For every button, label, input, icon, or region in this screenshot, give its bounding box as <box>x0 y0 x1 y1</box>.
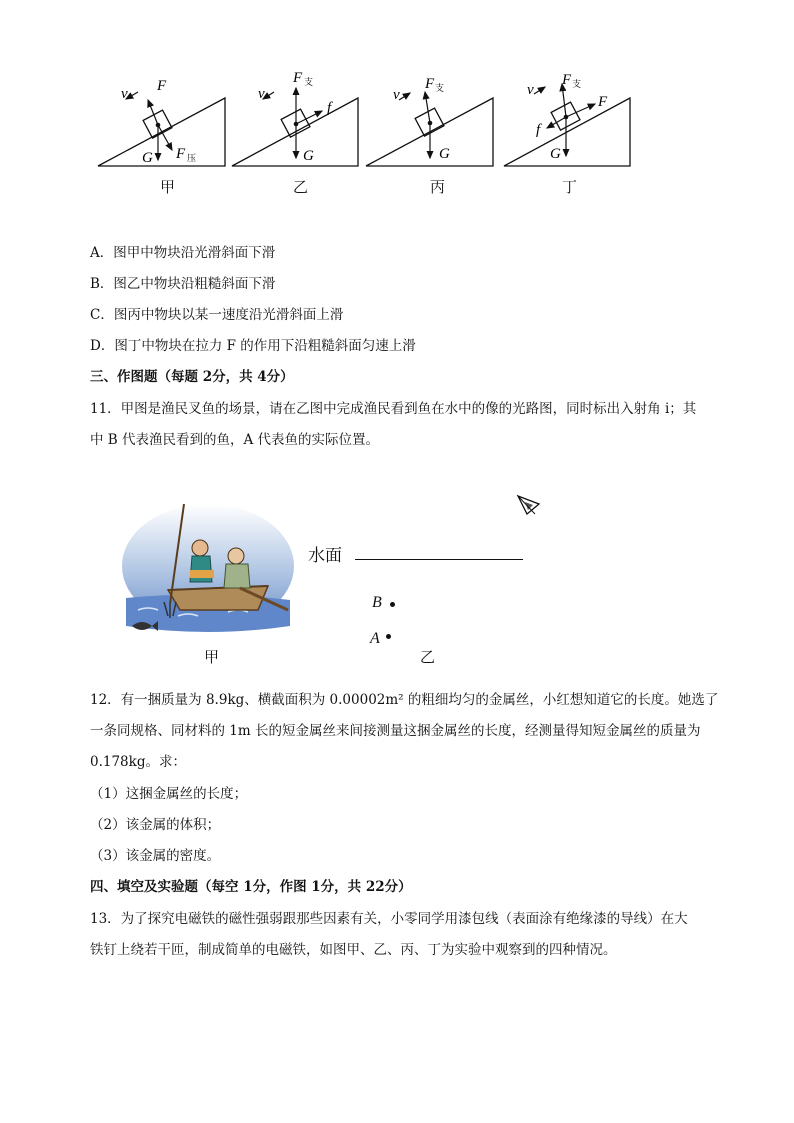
q11-line1: 11．甲图是渔民叉鱼的场景，请在乙图中完成渔民看到鱼在水中的像的光路图，同时标出入射角 i；其 <box>90 401 697 417</box>
point-a-dot <box>386 634 391 639</box>
svg-text:G: G <box>550 146 561 162</box>
caption-yi: 乙 <box>293 178 309 196</box>
svg-text:f: f <box>327 100 332 116</box>
svg-text:压: 压 <box>187 153 197 163</box>
q12-sub1: （1）这捆金属丝的长度； <box>90 786 248 802</box>
q12-line2: 一条同规格、同材料的 1m 长的短金属丝来间接测量这捆金属丝的长度，经测量得知短金属丝的质量为 <box>90 723 701 739</box>
eye-icon <box>515 492 545 520</box>
q13-line2: 铁钉上绕若干匝，制成简单的电磁铁，如图甲、乙、丙、丁为实验中观察到的四种情况。 <box>90 942 617 958</box>
caption-ding: 丁 <box>562 178 578 196</box>
section-4-heading: 四、填空及实验题（每空 1分，作图 1分，共 22分） <box>90 879 412 895</box>
svg-text:v: v <box>527 82 534 98</box>
svg-text:F: F <box>425 76 435 92</box>
fishing-caption-jia: 甲 <box>204 648 220 666</box>
panel-yi <box>232 70 358 166</box>
q13-line1: 13．为了探究电磁铁的磁性强弱跟那些因素有关，小零同学用漆包线（表面涂有绝缘漆的导线）在大 <box>90 911 688 927</box>
panel-bing <box>366 76 493 166</box>
fishing-scene-illustration <box>118 498 298 648</box>
svg-text:f: f <box>536 122 541 138</box>
option-d: D．图丁中物块在拉力 F 的作用下沿粗糙斜面匀速上滑 <box>90 338 416 354</box>
option-b: B．图乙中物块沿粗糙斜面下滑 <box>90 276 276 292</box>
point-b-label: B <box>372 594 382 611</box>
option-c: C．图丙中物块以某一速度沿光滑斜面上滑 <box>90 307 344 323</box>
svg-text:v: v <box>121 86 128 102</box>
panel-jia <box>98 78 225 166</box>
point-a-label: A <box>370 630 380 647</box>
svg-text:G: G <box>142 150 153 166</box>
q12-line1: 12．有一捆质量为 8.9kg、横截面积为 0.00002m² 的粗细均匀的金属丝，小红想知道它的长度。她选了 <box>90 692 719 708</box>
point-b-dot <box>390 602 395 607</box>
svg-text:F: F <box>176 146 186 162</box>
svg-text:v: v <box>393 87 400 103</box>
option-a: A．图甲中物块沿光滑斜面下滑 <box>90 245 276 261</box>
q12-sub3: （3）该金属的密度。 <box>90 848 221 864</box>
water-surface-label: 水面 <box>308 546 342 566</box>
section-3-heading: 三、作图题（每题 2分，共 4分） <box>90 369 294 385</box>
svg-text:G: G <box>303 148 314 164</box>
caption-bing: 丙 <box>430 178 446 196</box>
svg-text:F: F <box>562 72 572 88</box>
caption-jia: 甲 <box>160 178 176 196</box>
diagram-caption-yi: 乙 <box>420 648 436 666</box>
svg-text:F: F <box>293 70 303 86</box>
q12-line3: 0.178kg。求： <box>90 754 186 770</box>
svg-text:F: F <box>157 78 167 94</box>
svg-text:支: 支 <box>572 79 582 89</box>
svg-text:F: F <box>598 94 608 110</box>
svg-text:G: G <box>439 146 450 162</box>
q11-line2: 中 B 代表渔民看到的鱼，A 代表鱼的实际位置。 <box>90 432 380 448</box>
svg-text:支: 支 <box>435 83 445 93</box>
svg-text:支: 支 <box>304 77 314 87</box>
svg-text:v: v <box>258 86 265 102</box>
water-surface-line <box>355 559 523 560</box>
q12-sub2: （2）该金属的体积； <box>90 817 221 833</box>
panel-ding <box>504 72 630 166</box>
